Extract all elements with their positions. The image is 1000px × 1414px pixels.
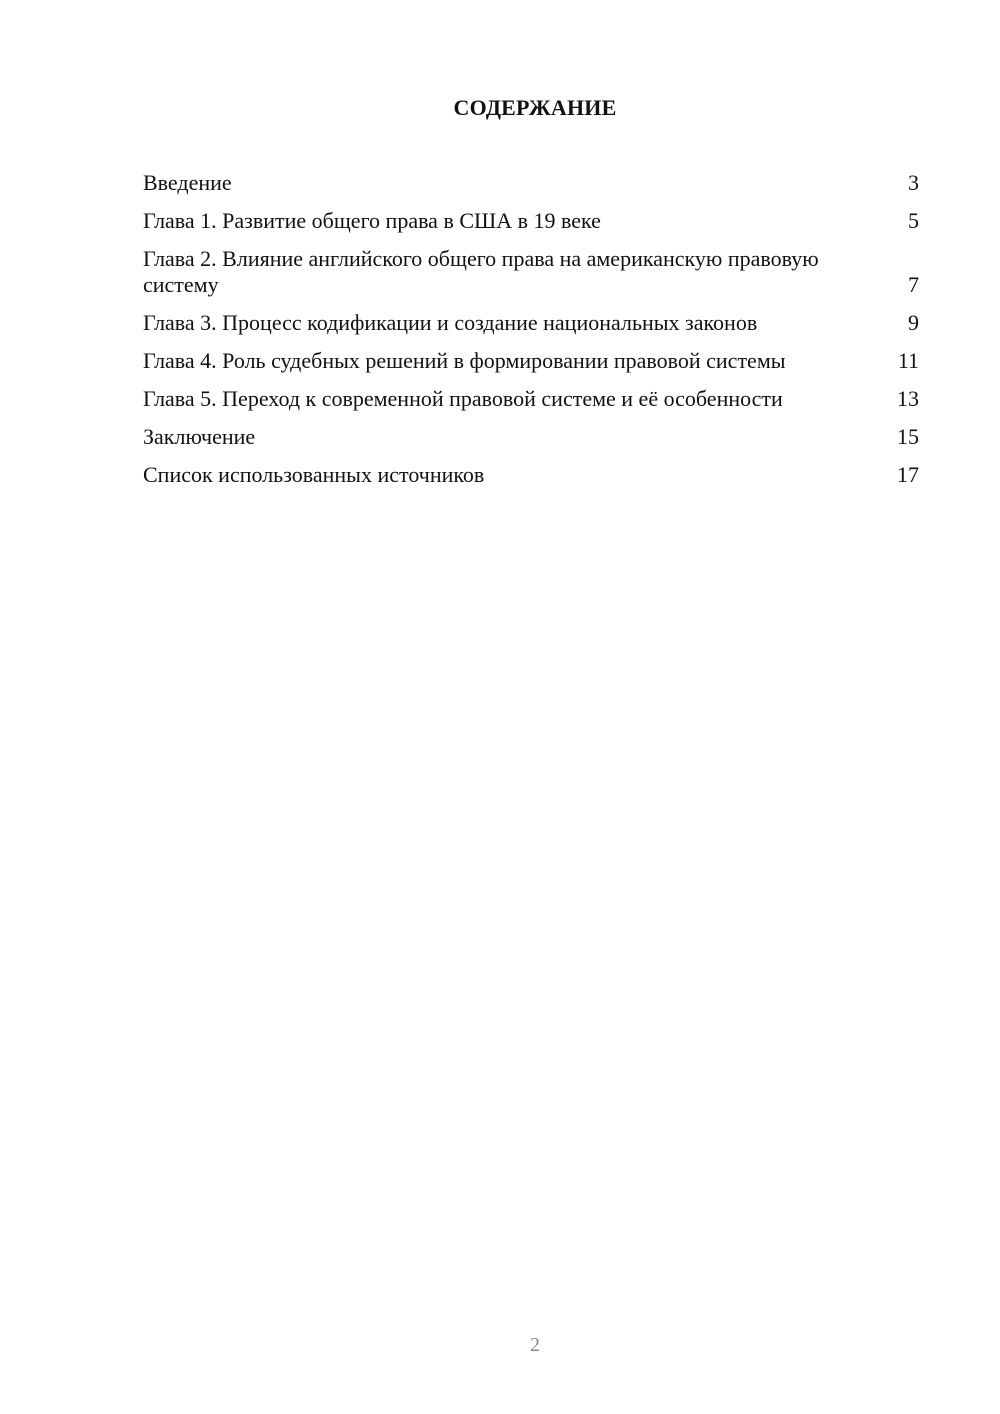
toc-entry[interactable] (143, 310, 919, 336)
table-of-contents (143, 170, 919, 500)
toc-entry-text: Глава 3. Процесс кодификации и создание национальных законов (143, 310, 758, 335)
toc-entry-text: Глава 4. Роль судебных решений в формировании правовой системы (143, 348, 786, 373)
toc-entry-text: Введение (143, 170, 232, 195)
toc-entry-page: 9 (908, 310, 919, 335)
toc-entry[interactable] (143, 208, 919, 234)
toc-entry-text: Заключение (143, 424, 256, 449)
toc-entry-page: 15 (897, 424, 919, 449)
page-number: 2 (530, 1334, 540, 1356)
toc-entry[interactable] (143, 386, 919, 412)
toc-entry-text: Список использованных источников (143, 462, 485, 487)
toc-entry-page: 3 (908, 170, 919, 195)
toc-entry-page: 17 (897, 462, 919, 487)
toc-entry-text: Глава 1. Развитие общего права в США в 19 веке (143, 208, 601, 233)
toc-entry-page: 13 (897, 386, 919, 411)
toc-entry-text: Глава 5. Переход к современной правовой системе и её особенности (143, 386, 783, 411)
toc-entry-page: 11 (897, 348, 919, 373)
toc-entry-page: 5 (908, 208, 919, 233)
toc-entry[interactable] (143, 170, 919, 196)
page-title: СОДЕРЖАНИЕ (453, 95, 617, 120)
toc-entry[interactable] (143, 246, 919, 298)
toc-entry-page: 7 (908, 272, 919, 297)
toc-entry[interactable] (143, 462, 919, 488)
toc-entry[interactable] (143, 348, 919, 374)
toc-entry-text: Глава 2. Влияние английского общего права на американскую правовую систему (143, 246, 819, 297)
toc-entry[interactable] (143, 424, 919, 450)
